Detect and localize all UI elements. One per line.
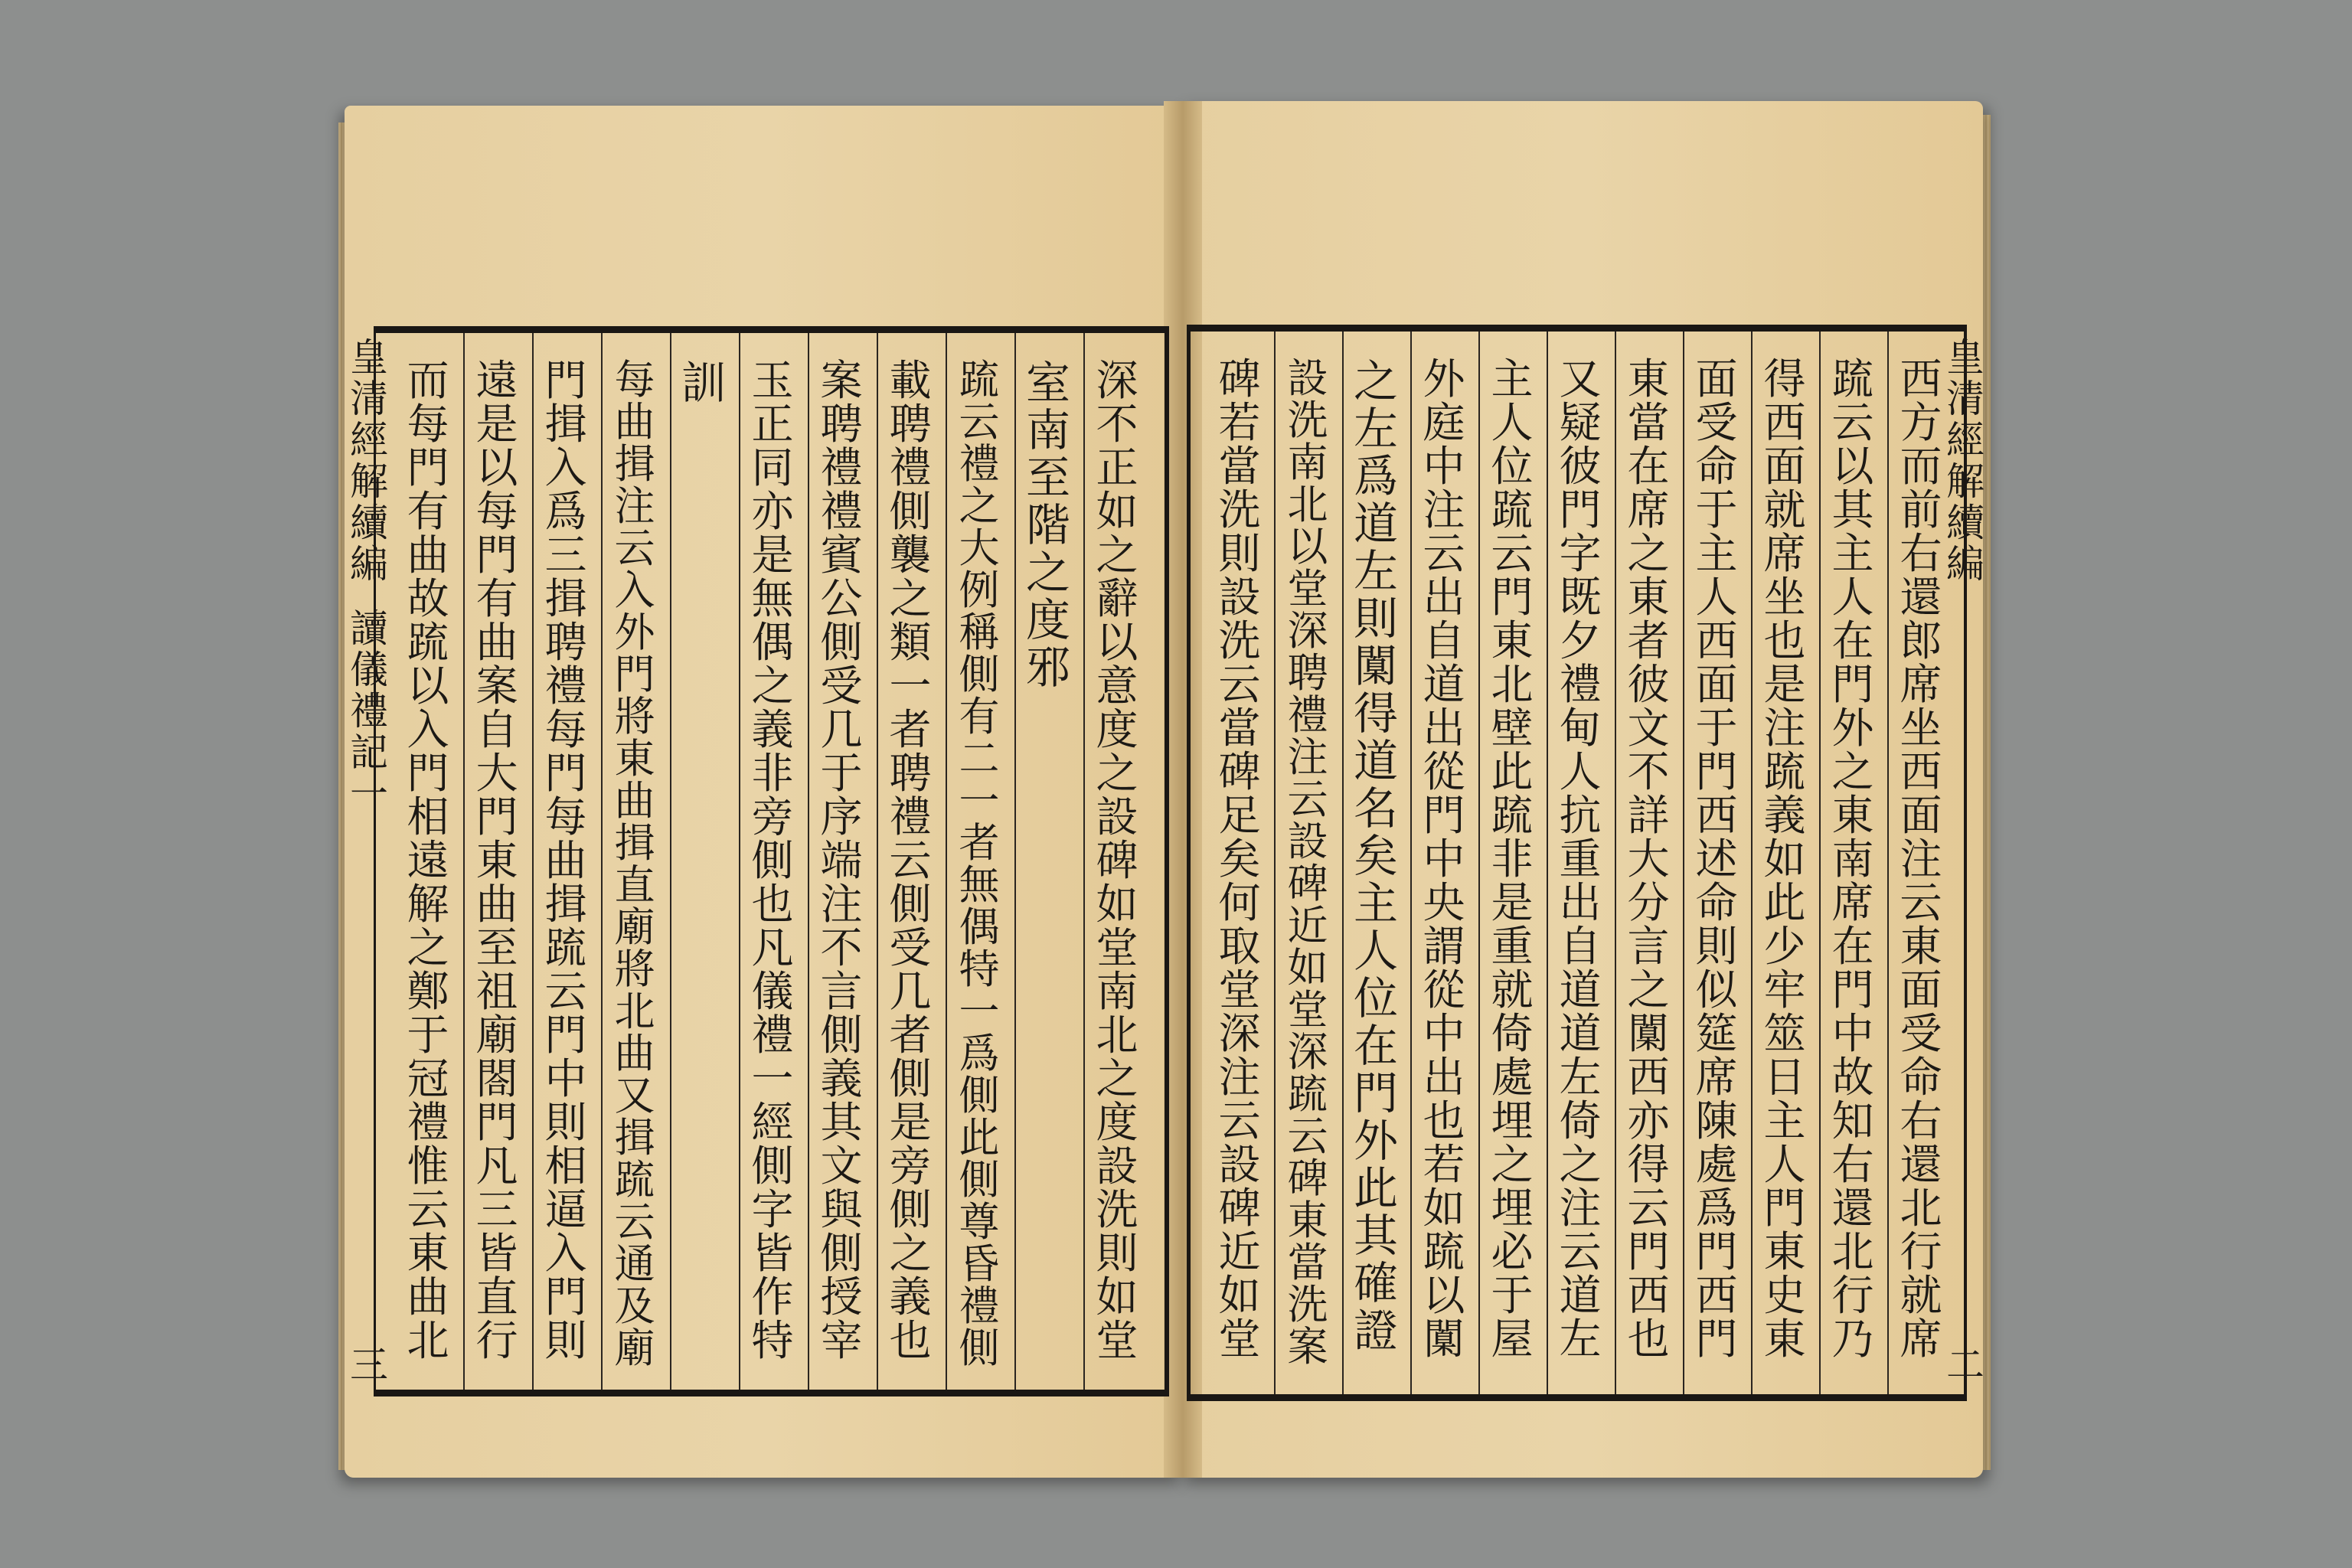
right-page-column-9: 之 左 爲 道 左 則 闑 得 道 名 矣 主 人 位 在 門 外 此 其 確 證: [1353, 355, 1398, 1357]
column-rule: [463, 333, 465, 1390]
left-running-title: 皇 清 經 解 續 編: [350, 335, 388, 586]
left-page-column-1: 深 不 正 如 之 辭 以 意 度 之 設 碑 如 堂 南 北 之 度 設 洗 則 如 堂: [1096, 356, 1138, 1365]
right-page-column-5: 東 當 在 席 之 東 者 彼 文 不 詳 大 分 言 之 闑 西 亦 得 云 門 西 也: [1627, 354, 1670, 1364]
right-page-column-6: 又 疑 彼 門 字 既 夕 禮 甸 人 抗 重 出 自 道 道 左 倚 之 注 云 道 左: [1559, 354, 1602, 1364]
right-margin-column: [1945, 337, 1986, 1386]
right-page-column-7: 主 人 位 䟽 云 門 東 北 壁 此 䟽 非 是 重 就 倚 處 埋 之 埋 必 于 屋: [1491, 354, 1534, 1364]
right-page-column-2: 䟽 云 以 其 主 人 在 門 外 之 東 南 席 在 門 中 故 知 右 還 北 行 乃: [1831, 354, 1874, 1364]
left-page-column-5: 案 聘 禮 禮 賓 公 側 受 几 于 序 端 注 不 言 側 義 其 文 與 側 授 宰: [820, 356, 863, 1365]
left-section-title: 讀 儀 禮 記 一: [350, 606, 388, 816]
column-rule: [1819, 332, 1821, 1394]
column-rule: [1547, 332, 1548, 1394]
left-page-column-6: 玉 正 同 亦 是 無 偶 之 義 非 旁 側 也 凡 儀 禮 一 經 側 字 皆 作 特: [751, 356, 794, 1365]
column-rule: [1478, 332, 1480, 1394]
column-rule: [877, 333, 878, 1390]
column-rule: [1887, 332, 1889, 1394]
column-rule: [532, 333, 534, 1390]
column-rule: [1615, 332, 1616, 1394]
right-page-column-3: 得 西 面 就 席 坐 也 是 注 䟽 義 如 此 少 牢 筮 日 主 人 門 東 史 東: [1763, 354, 1806, 1364]
right-page-column-10: 設 洗 南 北 以 堂 深 聘 禮 注 云 設 碑 近 如 堂 深 䟽 云 碑 東 當 洗 案: [1287, 355, 1328, 1370]
left-page-column-8: 每 曲 揖 注 云 入 外 門 將 東 曲 揖 直 廟 將 北 曲 又 揖 䟽 云 通 及 廟: [614, 357, 655, 1372]
left-page-column-4: 載 聘 禮 側 襲 之 類 一 者 聘 禮 云 側 受 几 者 側 是 旁 側 之 義 也: [889, 356, 932, 1365]
left-page-number: 三: [350, 1343, 388, 1387]
column-rule: [1410, 332, 1412, 1394]
left-page-column-9: 門 揖 入 爲 三 揖 聘 禮 每 門 每 曲 揖 䟽 云 門 中 則 相 逼 入 門 則: [544, 356, 587, 1365]
column-rule: [1014, 333, 1016, 1390]
left-page-column-2: 室 南 至 階 之 度 邪: [1025, 357, 1070, 694]
right-page-column-11: 碑 若 當 洗 則 設 洗 云 當 碑 足 矣 何 取 堂 深 注 云 設 碑 近 如 堂: [1218, 354, 1261, 1364]
column-rule: [1751, 332, 1753, 1394]
column-rule: [1342, 332, 1344, 1394]
column-rule: [1083, 333, 1085, 1390]
left-page-column-11: 而 每 門 有 曲 故 䟽 以 入 門 相 遠 解 之 鄭 于 冠 禮 惟 云 東 曲 北: [407, 356, 449, 1365]
right-text-frame: [1187, 325, 1967, 1401]
column-rule: [1274, 332, 1276, 1394]
column-rule: [601, 333, 603, 1390]
column-rule: [1683, 332, 1684, 1394]
column-rule: [739, 333, 740, 1390]
right-page-number: 二: [1946, 1343, 1984, 1387]
column-rule: [808, 333, 809, 1390]
right-page-column-4: 面 受 命 于 主 人 西 面 于 門 西 述 命 則 似 筵 席 陳 處 爲 門 西 門: [1695, 354, 1738, 1364]
left-page-column-3: 䟽 云 禮 之 大 例 稱 側 有 二 一 者 無 偶 特 一 爲 側 此 側 尊 昏 禮 側: [959, 357, 1000, 1372]
right-running-title: 皇 清 經 解 續 編: [1946, 335, 1984, 586]
column-rule: [946, 333, 947, 1390]
left-text-frame: [374, 326, 1169, 1396]
left-page-column-7: 訓: [681, 357, 726, 409]
right-page-column-1: 西 方 而 前 右 還 郎 席 坐 西 面 注 云 東 面 受 命 右 還 北 行 就 席: [1900, 354, 1942, 1364]
right-page-column-8: 外 庭 中 注 云 出 自 道 出 從 門 中 央 謂 從 中 出 也 若 如 䟽 以 闑: [1423, 354, 1465, 1364]
left-page-column-10: 遠 是 以 每 門 有 曲 案 自 大 門 東 曲 至 祖 廟 閤 門 凡 三 皆 直 行: [475, 356, 518, 1365]
column-rule: [670, 333, 671, 1390]
